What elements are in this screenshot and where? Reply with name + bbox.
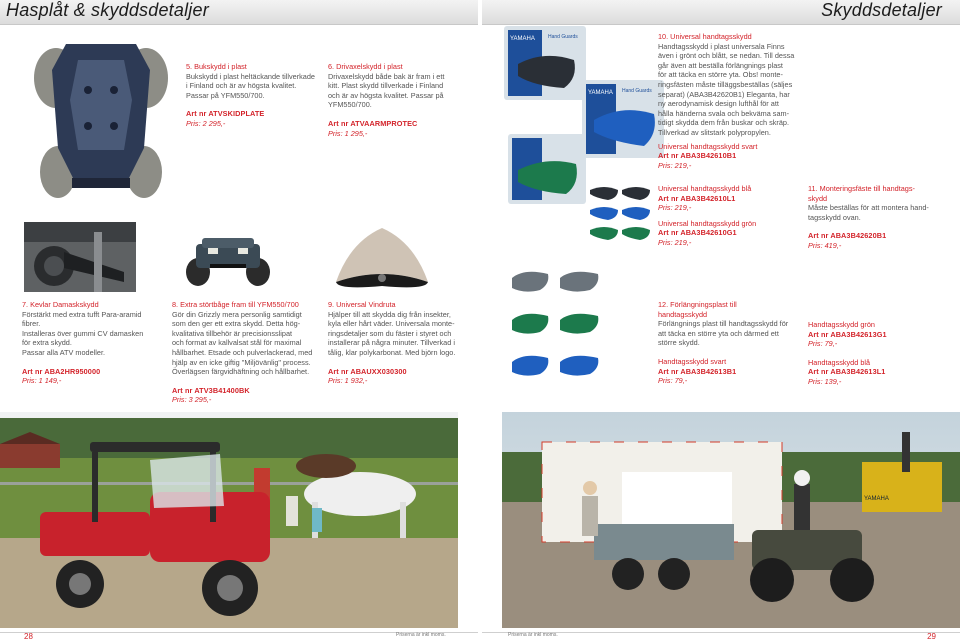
variant-black-art: Art nr ABA3B42610B1 xyxy=(658,151,737,161)
item-9-line: kyla eller hårt väder. Universala monte- xyxy=(328,319,455,329)
item-9-line: Hjälper till att skydda dig från insekter, xyxy=(328,309,451,319)
yamaha-sign-text: YAMAHA xyxy=(864,496,889,502)
item-6-text xyxy=(328,62,458,138)
item-8-line: Överlägsen färgvidhäftning och hållbarhet. xyxy=(172,367,310,377)
item-11-line: Måste beställas för att montera hand- xyxy=(808,203,929,213)
item-12-heading-cont: handtagsskydd xyxy=(658,309,708,319)
ext-green-art: Art nr ABA3B42613G1 xyxy=(808,329,887,339)
item-10-line: separat) (ABA3B42620B1) Eleganta, har xyxy=(658,89,790,99)
item-11-price: Pris: 419,- xyxy=(808,240,842,250)
extension-pieces-image xyxy=(510,268,606,394)
item-9-art: Art nr ABAUXX030300 xyxy=(328,366,407,376)
item-5-price: Pris: 2 295,- xyxy=(186,118,226,128)
utv-horses-photo xyxy=(0,412,458,628)
ext-blue-price: Pris: 139,- xyxy=(808,376,842,386)
left-page xyxy=(0,0,478,640)
item-7-line: Förstärkt med extra tufft Para-aramid xyxy=(22,309,142,319)
item-10-line: tidigt skydda dem från buskar och skräp. xyxy=(658,118,790,128)
windshield-image xyxy=(330,222,434,292)
item-11-art: Art nr ABA3B42620B1 xyxy=(808,231,887,241)
item-5-heading: 5. Bukskydd i plast xyxy=(186,62,247,71)
variant-green-art: Art nr ABA3B42610G1 xyxy=(658,228,737,238)
item-11-heading-cont: skydd xyxy=(808,193,828,203)
item-6-price: Pris: 1 295,- xyxy=(328,128,368,138)
item-9-text xyxy=(328,300,468,386)
item-8-line: som den ger ett extra skydd. Detta hög- xyxy=(172,319,301,329)
variants-text xyxy=(658,184,798,248)
ext-green-price: Pris: 79,- xyxy=(808,339,838,349)
item-9-line: ringsdetaljer som du fäster i styret och xyxy=(328,328,452,338)
item-8-art: Art nr ATV3B41400BK xyxy=(172,385,250,395)
item-7-price: Pris: 1 149,- xyxy=(22,376,62,386)
item-8-heading: 8. Extra störtbåge fram till YFM550/700 xyxy=(172,300,299,309)
item-6-art: Art nr ATVAARMPROTEC xyxy=(328,118,418,128)
item-10-line: hålla händerna svala och bekväma sam- xyxy=(658,108,790,118)
item-12-line: Förlängnings plast till handtagsskydd för xyxy=(658,319,789,329)
item-11-line: tagsskydd ovan. xyxy=(808,212,861,222)
item-8-line: och format av kallvalsat stål för maximal xyxy=(172,338,302,348)
ext-black-name: Handtagsskydd svart xyxy=(658,356,727,366)
item-6-heading: 6. Drivaxelskydd i plast xyxy=(328,62,403,71)
box-label-text: Hand Guards xyxy=(622,88,652,94)
hand-guard-box-black xyxy=(504,26,586,100)
item-11-text xyxy=(808,184,948,251)
page-number-left: 28 xyxy=(24,632,33,641)
ext-variants-text xyxy=(808,320,948,387)
item-12-line: att täcka en större yta och därmed ett xyxy=(658,328,779,338)
item-7-line: Installeras över gummi CV damasken xyxy=(22,328,144,338)
ext-blue-name: Handtagsskydd blå xyxy=(808,357,871,367)
hand-guard-pairs-image xyxy=(588,184,654,244)
ext-blue-art: Art nr ABA3B42613L1 xyxy=(808,367,886,377)
item-7-text xyxy=(22,300,162,386)
variant-green-name: Universal handtagsskydd grön xyxy=(658,218,757,228)
page-title-left: Hasplåt & skyddsdetaljer xyxy=(6,0,209,20)
page-number-right: 29 xyxy=(927,632,936,641)
item-9-line: tålig, klar polykarbonat. Med björn logo. xyxy=(328,347,456,357)
item-7-line: för extra skydd. xyxy=(22,338,72,348)
item-10-line: även i grönt och blått, se nedan. Till dessa xyxy=(658,51,795,61)
item-8-line: kvalitativa tillbehör är precisionsslipat xyxy=(172,328,293,338)
item-8-text xyxy=(172,300,322,405)
item-9-heading: 9. Universal Vindruta xyxy=(328,300,396,309)
item-6-line: YFM550/700. xyxy=(328,100,372,110)
item-12-line: större skydd. xyxy=(658,338,700,348)
item-12-heading: 12. Förlängningsplast till xyxy=(658,300,737,309)
item-5-art: Art nr ATVSKIDPLATE xyxy=(186,109,265,119)
variant-blue-name: Universal handtagsskydd blå xyxy=(658,184,752,193)
variant-blue-price: Pris: 219,- xyxy=(658,203,692,213)
box-brand-text: YAMAHA xyxy=(510,36,535,42)
box-brand-text: YAMAHA xyxy=(588,90,613,96)
item-5-line: i Finland och är av högsta kvalitet. xyxy=(186,81,297,91)
footnote-right: Priserna är inkl moms. xyxy=(508,632,558,638)
item-12-text xyxy=(658,300,798,386)
skid-plate-image xyxy=(28,30,174,200)
variant-green-price: Pris: 219,- xyxy=(658,237,692,247)
ext-black-price: Pris: 79,- xyxy=(658,376,688,386)
item-10-line: ringsfästen måste tilläggsbeställas (säljes xyxy=(658,79,793,89)
item-7-heading: 7. Kevlar Damaskskydd xyxy=(22,300,99,309)
box-label-text: Hand Guards xyxy=(548,34,578,40)
variant-black-price: Pris: 219,- xyxy=(658,160,692,170)
ext-green-name: Handtagsskydd grön xyxy=(808,320,875,329)
item-9-price: Pris: 1 932,- xyxy=(328,376,368,386)
item-7-line: fibrer. xyxy=(22,319,41,329)
item-7-line: Passar alla ATV modeller. xyxy=(22,347,106,357)
right-page xyxy=(482,0,960,640)
atv-trailer-photo xyxy=(502,412,960,628)
kevlar-boot-image xyxy=(24,222,136,292)
hand-guard-box-blue xyxy=(582,80,664,158)
item-6-line: Drivaxelskydd både bak är fram i ett xyxy=(328,71,445,81)
variant-black-name: Universal handtagsskydd svart xyxy=(658,141,758,151)
item-10-line: för att täcka en större yta. Obs! monte- xyxy=(658,70,783,80)
item-8-price: Pris: 3 295,- xyxy=(172,395,212,405)
footnote-left: Priserna är inkl moms. xyxy=(396,632,446,638)
ext-black-art: Art nr ABA3B42613B1 xyxy=(658,366,737,376)
item-10-heading: 10. Universal handtagsskydd xyxy=(658,32,752,41)
front-bumper-image xyxy=(184,234,272,286)
item-8-line: hållbarhet. Etsade och pulverlackerad, med xyxy=(172,347,313,357)
item-5-line: Bukskydd i plast heltäckande tillverkade xyxy=(186,71,315,81)
item-10-line: Handtagsskydd i plast universala Finns xyxy=(658,41,785,51)
item-6-line: och är av högsta kvalitet. Passar på xyxy=(328,90,444,100)
item-5-line: Passar på YFM550/700. xyxy=(186,90,265,100)
item-6-line: kitt. Plast skydd tillverkade i Finland xyxy=(328,81,444,91)
item-5-text xyxy=(186,62,316,129)
item-11-heading: 11. Monteringsfäste till handtags- xyxy=(808,184,915,193)
item-8-line: hjälp av en icke giftig "Miljövänlig" process. xyxy=(172,357,311,367)
hand-guard-box-green xyxy=(508,134,586,204)
page-title-right: Skyddsdetaljer xyxy=(821,0,942,20)
item-8-line: Gör din Grizzly mera personlig samtidigt xyxy=(172,309,302,319)
item-10-line: Tillverkad av slitstark polypropylen. xyxy=(658,127,771,137)
variant-blue-art: Art nr ABA3B42610L1 xyxy=(658,193,736,203)
item-9-line: installerar på några minuter. Tillverkad i xyxy=(328,338,455,348)
item-7-art: Art nr ABA2HR950000 xyxy=(22,366,101,376)
item-10-line: ny aerodynamisk design lufthål för att xyxy=(658,99,779,109)
item-10-text xyxy=(658,32,798,170)
item-10-line: går även att beställa förlängnings plast xyxy=(658,60,783,70)
